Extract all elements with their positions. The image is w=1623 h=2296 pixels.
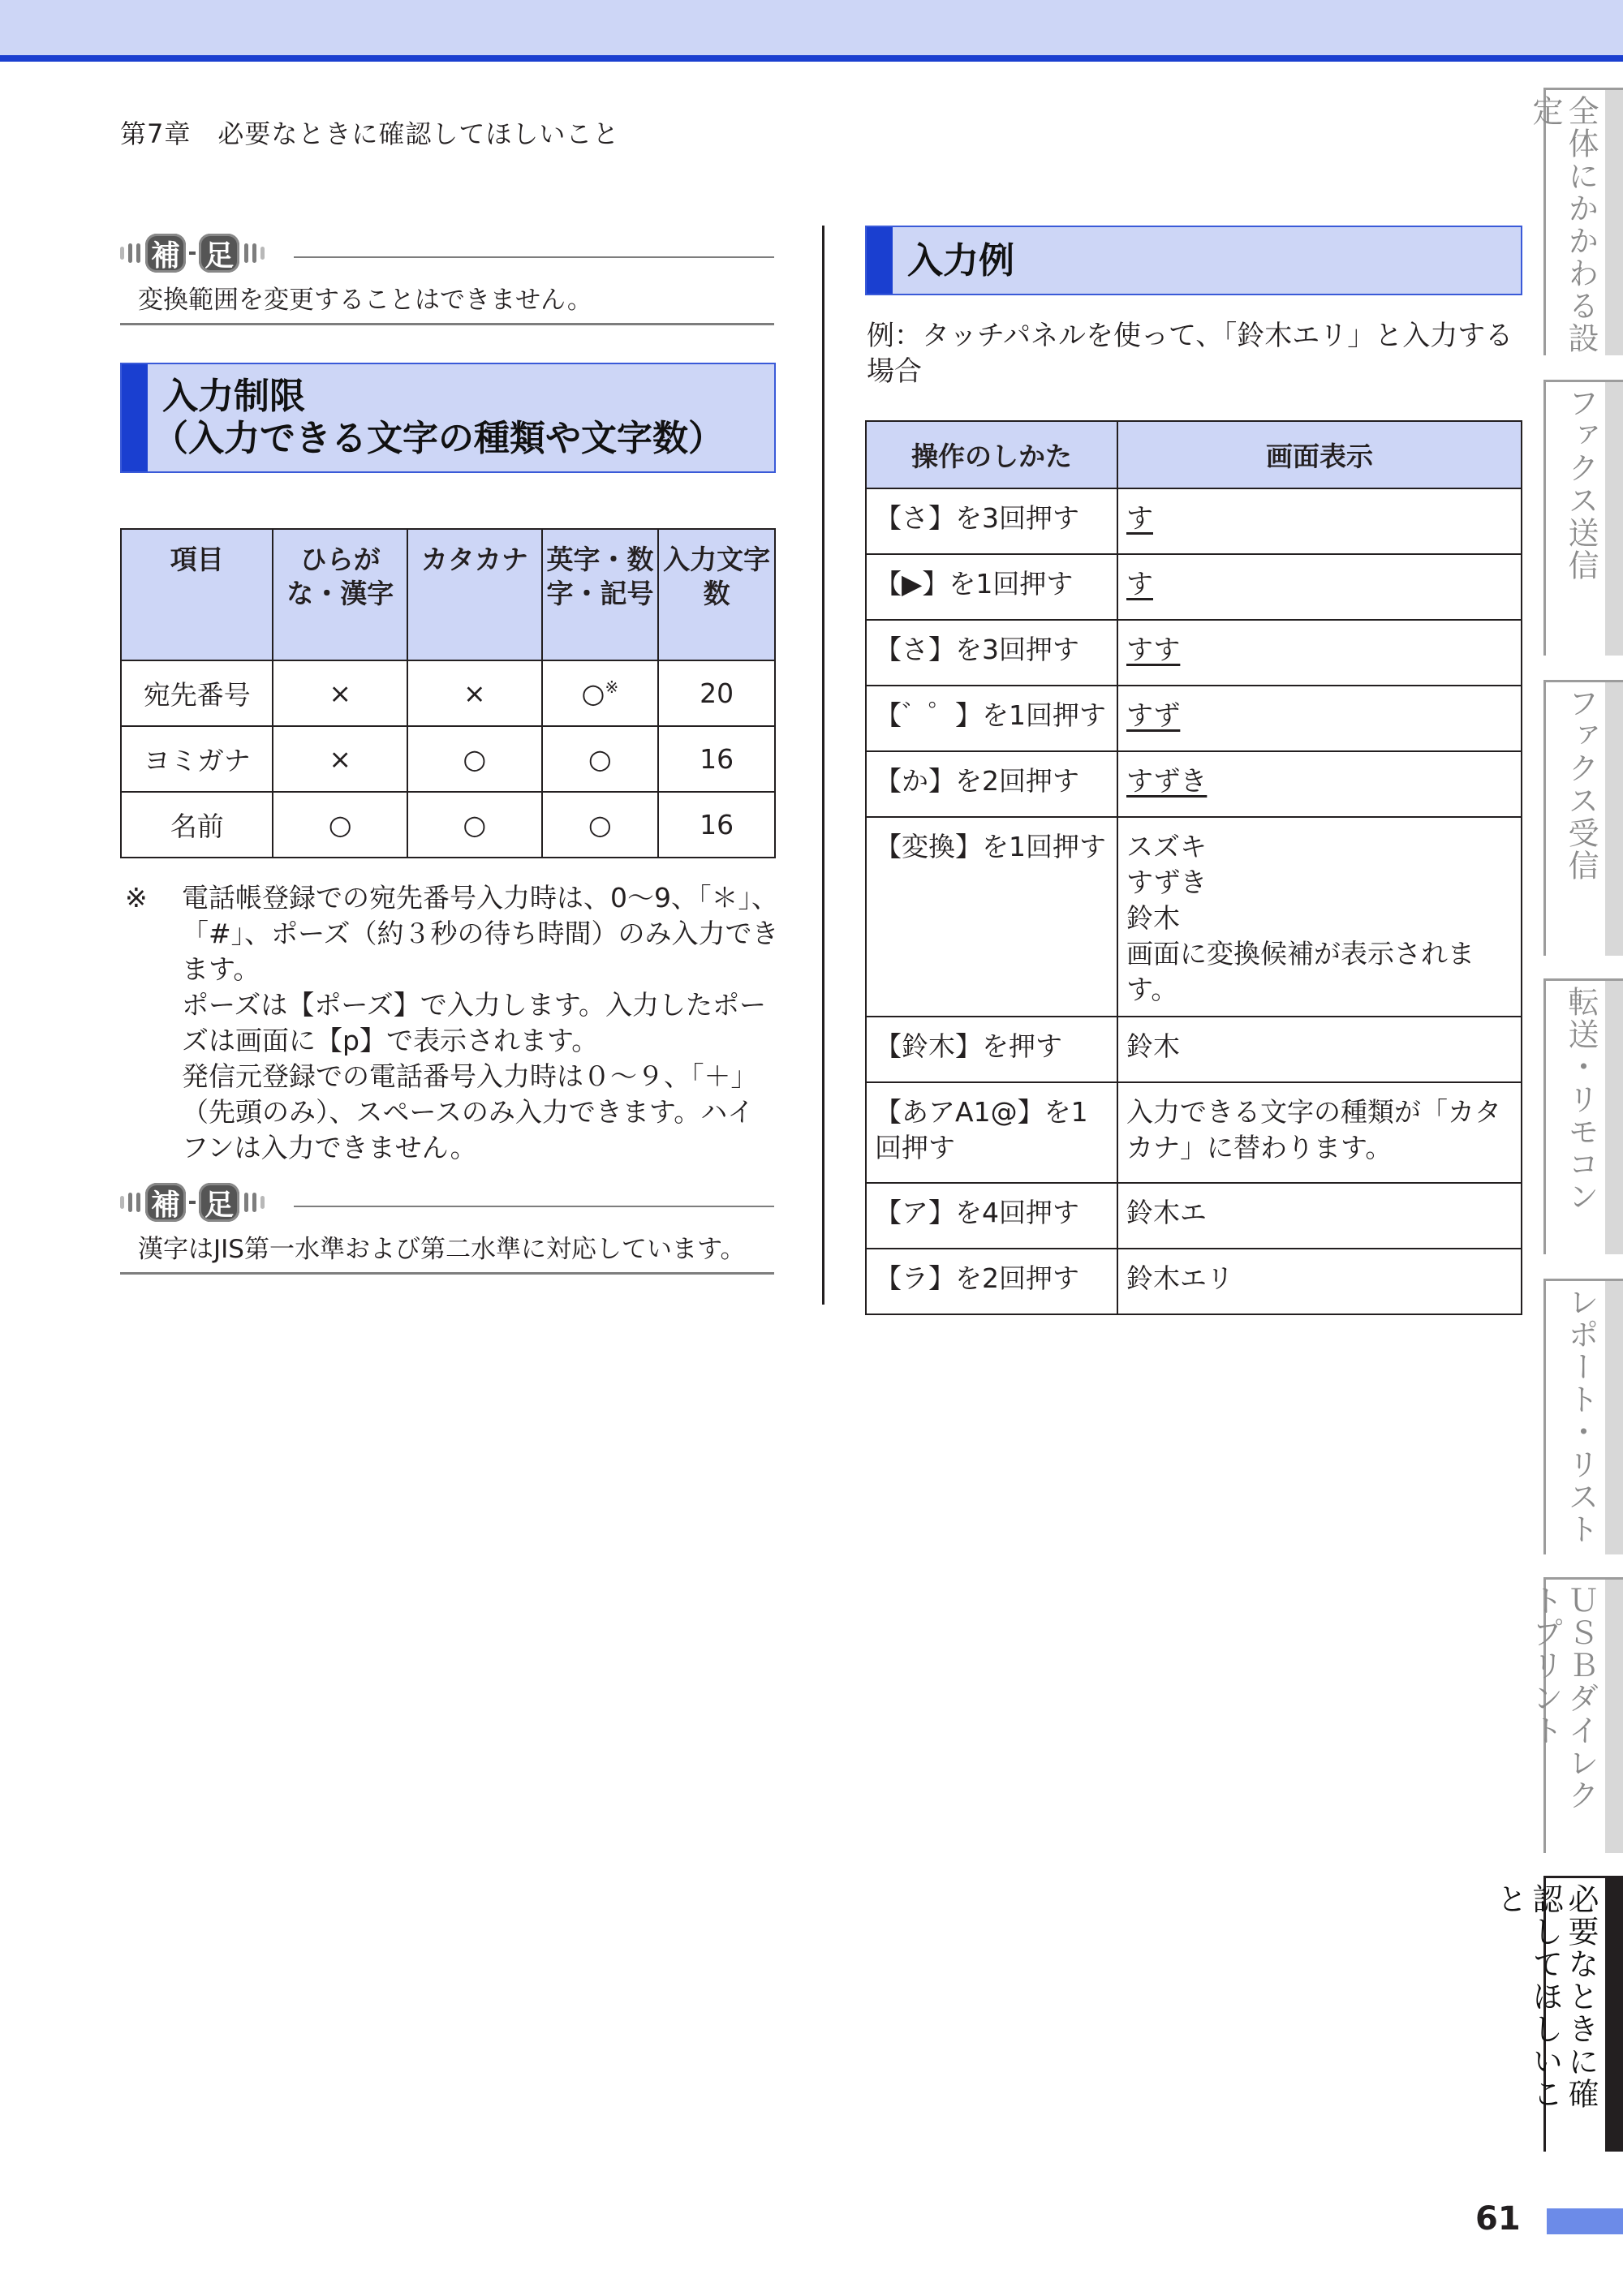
footnote [120,880,779,1166]
example-description: 例：タッチパネルを使って、「鈴木エリ」と入力する場合 [867,320,1513,388]
table-header-row [866,421,1522,488]
footnote-line: ポーズは【ポーズ】で入力します。入力したポーズは画面に【p】で表示されます。 [182,989,767,1056]
table-row [866,1183,1522,1249]
display-cell [1117,751,1522,817]
table-cell: ○ [407,726,542,792]
table-cell [542,660,659,726]
column-header: 操作のしかた [866,421,1117,488]
display-text: すす [1126,634,1181,665]
display-cell [1117,817,1522,1017]
tab-label: 全体にかかわる設定 [1527,95,1599,355]
tab-label: ファクス受信 [1563,687,1599,882]
table-row [866,488,1522,554]
display-cell: 入力できる文字の種類が「カタカナ」に替わります。 [1117,1082,1522,1183]
table-row [866,554,1522,620]
badge-char-2: 足 [199,234,239,273]
tab-reports-lists[interactable] [1543,1279,1623,1554]
chapter-header: 第7章 必要なときに確認してほしいこと [120,118,620,149]
column-header: 項目 [121,529,273,660]
table-cell: 16 [658,726,775,792]
tab-label: ＵＳＢダイレクトプリント [1527,1584,1599,1812]
section-title-line2: （入力できる文字の種類や文字数） [153,418,724,459]
note-text: 変換範囲を変更することはできません。 [120,282,774,325]
operation-cell: 【か】を2回押す [866,751,1117,817]
input-example-table [865,420,1522,1315]
badge-char-2: 足 [199,1183,239,1222]
table-cell: ○ [542,792,659,858]
badge-char-1: 補 [145,234,186,273]
cell-value: ○ [581,677,605,709]
display-cell [1117,488,1522,554]
display-text: すずき [1126,765,1208,797]
operation-cell: 【ラ】を2回押す [866,1249,1117,1314]
footnote-line: 電話帳登録での宛先番号入力時は、0〜9、「＊」、「#」、ポーズ（約３秒の待ち時間）のみ入力できます。 [182,882,779,985]
operation-cell: 【変換】を1回押す [866,817,1117,1017]
display-text: 鈴木 [1126,902,1180,934]
display-cell [1117,620,1522,686]
table-cell: ○ [407,792,542,858]
tab-troubleshooting[interactable] [1492,1876,1623,2152]
tab-label: レポート・リスト [1563,1286,1599,1546]
operation-cell: 【ア】を4回押す [866,1183,1117,1249]
section-title-line1: 入力制限 [162,376,305,417]
input-limits-table [120,528,776,858]
tab-general-settings[interactable] [1527,88,1623,355]
supplement-badge [120,1183,265,1222]
tab-transfer-remote[interactable] [1543,978,1623,1254]
display-text: 画面に変換候補が表示されます。 [1126,938,1474,1005]
table-cell: 16 [658,792,775,858]
table-row [866,1017,1522,1082]
operation-cell: 【さ】を3回押す [866,488,1117,554]
table-cell: × [273,660,407,726]
note-text: 漢字はJIS第一水準および第二水準に対応しています。 [120,1232,774,1275]
page-number-bar [1547,2208,1623,2234]
tab-fax-receive[interactable] [1543,680,1623,956]
page-number: 61 [1475,2200,1521,2238]
footnote-mark: ※ [125,882,148,914]
table-row [866,751,1522,817]
display-text: すずき [1126,866,1208,898]
column-divider [822,226,824,1305]
tab-fax-send[interactable] [1543,380,1623,656]
column-header: 画面表示 [1117,421,1522,488]
section-title: 入力例 [907,240,1014,282]
section-heading-input-limits [120,363,776,473]
operation-cell: 【あアA1@】を1回押す [866,1082,1117,1183]
table-cell: 20 [658,660,775,726]
table-row [866,686,1522,751]
supplement-note-2 [120,1183,774,1275]
table-row [866,817,1522,1017]
operation-cell: 【さ】を3回押す [866,620,1117,686]
display-text: す [1126,568,1153,600]
column-header: カタカナ [407,529,542,660]
table-row [866,620,1522,686]
column-header: 英字・数字・記号 [542,529,659,660]
table-cell: 名前 [121,792,273,858]
footnote-marker: ※ [605,677,619,697]
section-heading-input-example [865,226,1522,295]
operation-cell: 【▶】を1回押す [866,554,1117,620]
badge-char-1: 補 [145,1183,186,1222]
display-cell: 鈴木エ [1117,1183,1522,1249]
operation-cell: 【鈴木】を押す [866,1017,1117,1082]
top-banner [0,0,1623,58]
display-cell: 鈴木 [1117,1017,1522,1082]
table-cell: × [407,660,542,726]
tab-label: ファクス送信 [1563,387,1599,582]
table-cell: ○ [542,726,659,792]
table-row [121,660,775,726]
tab-label: 必要なときに確認してほしいこと [1492,1883,1599,2110]
table-cell: ○ [273,792,407,858]
display-text: スズキ [1126,831,1207,862]
display-cell [1117,554,1522,620]
footnote-line: 発信元登録での電話番号入力時は０〜９、「＋」（先頭のみ）、スペースのみ入力できます。ハイフンは入力できません。 [182,1060,758,1163]
tab-usb-direct-print[interactable] [1527,1577,1623,1853]
supplement-badge [120,234,265,273]
table-row [866,1082,1522,1183]
operation-cell: 【゛゜】を1回押す [866,686,1117,751]
column-header: ひらがな・漢字 [273,529,407,660]
table-header-row [121,529,775,660]
top-rule [0,55,1623,62]
display-cell: 鈴木エリ [1117,1249,1522,1314]
column-header: 入力文字数 [658,529,775,660]
table-row [121,726,775,792]
display-cell [1117,686,1522,751]
display-text: すず [1126,699,1181,731]
table-row [866,1249,1522,1314]
supplement-note-1 [120,234,774,325]
table-cell: ヨミガナ [121,726,273,792]
table-cell: × [273,726,407,792]
display-text: す [1126,502,1153,534]
table-row [121,792,775,858]
tab-label: 転送・リモコン [1563,986,1599,1213]
table-cell: 宛先番号 [121,660,273,726]
